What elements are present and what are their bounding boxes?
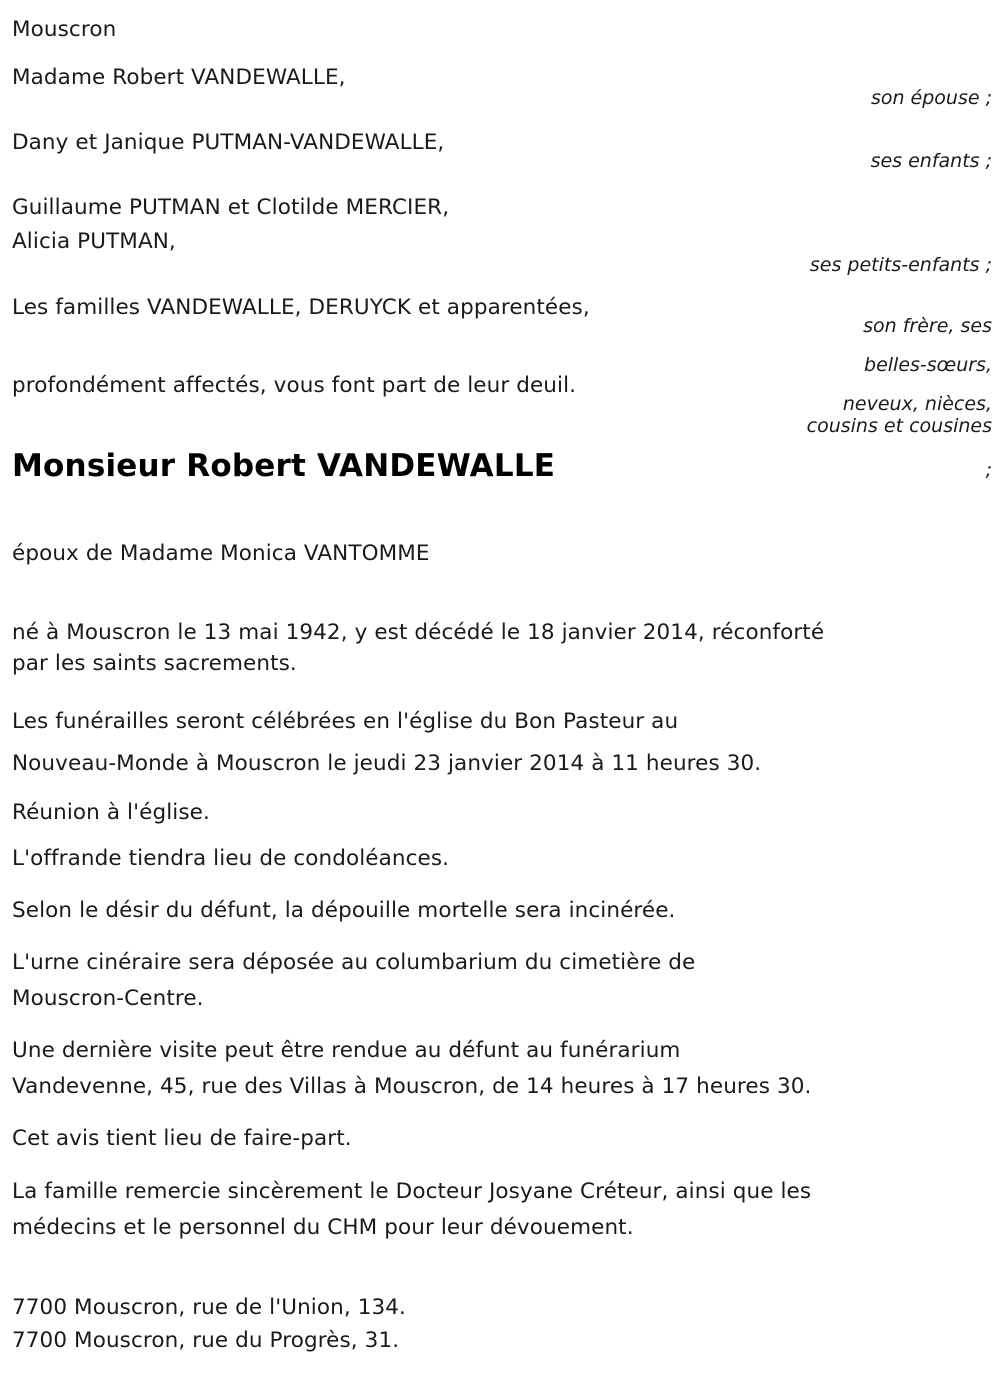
visit-line-2: Vandevenne, 45, rue des Villas à Mouscron, de 14 heures à 17 heures 30. <box>12 1074 812 1099</box>
relation-label-children: ses enfants ; <box>870 150 992 172</box>
relation-label-extended-line-4: cousins et cousines <box>806 415 992 437</box>
visit-line-1: Une dernière visite peut être rendue au défunt au funérarium <box>12 1038 681 1063</box>
relation-label-spouse: son épouse ; <box>870 87 992 109</box>
family-closing-statement: profondément affectés, vous font part de leur deuil. <box>12 373 577 398</box>
family-line-children: Dany et Janique PUTMAN-VANDEWALLE, <box>12 130 445 155</box>
relation-label-grandchildren: ses petits-enfants ; <box>809 254 992 276</box>
urn-line-2: Mouscron-Centre. <box>12 986 204 1011</box>
funeral-line-2: Nouveau-Monde à Mouscron le jeudi 23 janvier 2014 à 11 heures 30. <box>12 751 762 776</box>
urn-line-1: L'urne cinéraire sera déposée au columbarium du cimetière de <box>12 950 696 975</box>
cremation-line: Selon le désir du défunt, la dépouille mortelle sera incinérée. <box>12 898 676 923</box>
deceased-name: Monsieur Robert VANDEWALLE <box>12 448 556 484</box>
address-line-1: 7700 Mouscron, rue de l'Union, 134. <box>12 1295 406 1320</box>
birth-death-line-2: par les saints sacrements. <box>12 651 297 676</box>
deceased-spouse-line: époux de Madame Monica VANTOMME <box>12 541 430 566</box>
family-line-extended: Les familles VANDEWALLE, DERUYCK et apparentées, <box>12 295 590 320</box>
birth-death-line-1: né à Mouscron le 13 mai 1942, y est décédé le 18 janvier 2014, réconforté <box>12 620 825 645</box>
gathering-line: Réunion à l'église. <box>12 800 210 825</box>
address-line-2: 7700 Mouscron, rue du Progrès, 31. <box>12 1328 400 1353</box>
relation-label-extended-terminator: ; <box>985 459 992 481</box>
relation-label-extended-line-3: neveux, nièces, <box>842 393 992 415</box>
funeral-line-1: Les funérailles seront célébrées en l'église du Bon Pasteur au <box>12 709 679 734</box>
relation-label-extended-line-1: son frère, ses <box>863 315 992 337</box>
city-header: Mouscron <box>12 17 117 42</box>
notice-line: Cet avis tient lieu de faire-part. <box>12 1126 352 1151</box>
thanks-line-1: La famille remercie sincèrement le Docteur Josyane Créteur, ainsi que les <box>12 1179 812 1204</box>
thanks-line-2: médecins et le personnel du CHM pour leur dévouement. <box>12 1215 634 1240</box>
family-line-grandchild-1: Guillaume PUTMAN et Clotilde MERCIER, <box>12 195 450 220</box>
offering-line: L'offrande tiendra lieu de condoléances. <box>12 846 450 871</box>
relation-label-extended-line-2: belles-sœurs, <box>864 354 992 376</box>
family-line-spouse: Madame Robert VANDEWALLE, <box>12 65 346 90</box>
family-line-grandchild-2: Alicia PUTMAN, <box>12 229 176 254</box>
